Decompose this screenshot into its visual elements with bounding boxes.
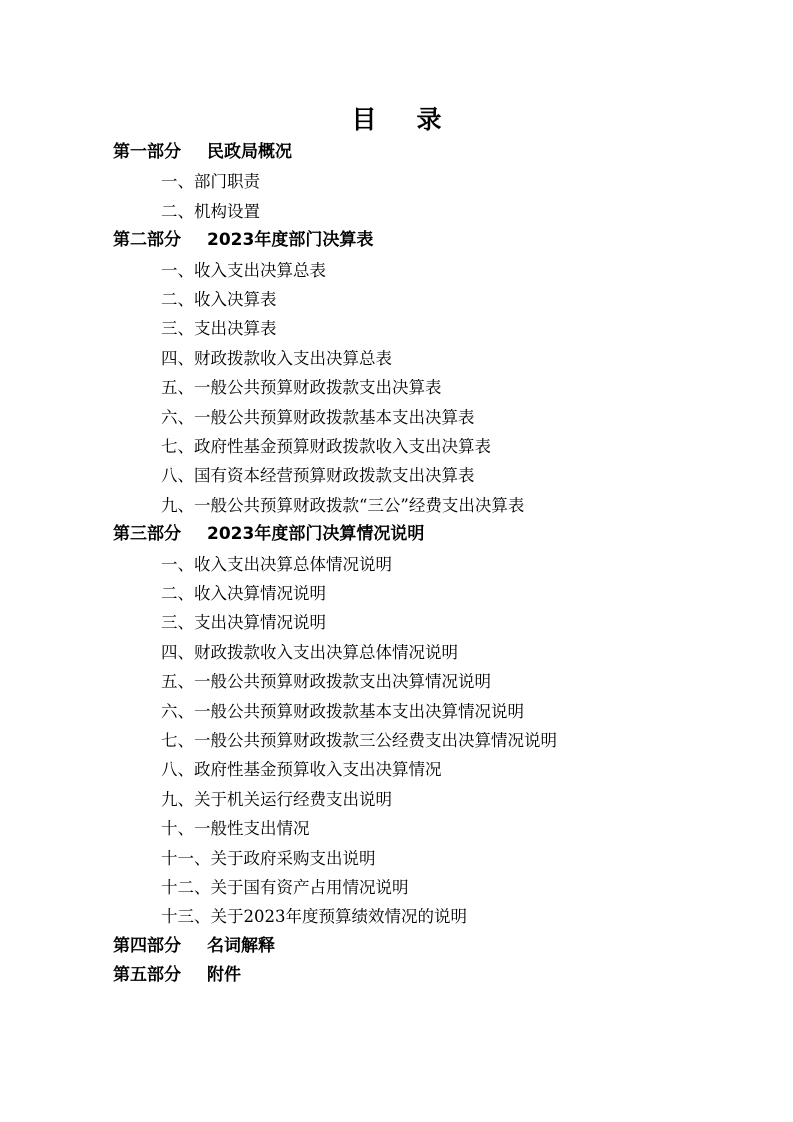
part-title: 民政局概况: [207, 142, 292, 162]
toc-item[interactable]: 五、一般公共预算财政拨款支出决算表: [161, 378, 442, 398]
part-title: 附件: [207, 965, 241, 986]
toc-item[interactable]: 九、一般公共预算财政拨款“三公”经费支出决算表: [161, 495, 525, 515]
toc-part-3[interactable]: [113, 520, 424, 549]
toc-item[interactable]: 二、机构设置: [161, 201, 260, 221]
toc-item[interactable]: 五、一般公共预算财政拨款支出决算情况说明: [161, 672, 491, 692]
toc-item[interactable]: 一、部门职责: [161, 172, 260, 192]
toc-item[interactable]: 十二、关于国有资产占用情况说明: [161, 878, 409, 897]
toc-item[interactable]: 四、财政拨款收入支出决算总表: [161, 348, 392, 368]
part-number: 第一部分: [113, 142, 181, 162]
toc-item[interactable]: 二、收入决算表: [161, 290, 277, 309]
toc-item[interactable]: 八、国有资本经营预算财政拨款支出决算表: [161, 466, 475, 486]
toc-part-2[interactable]: [113, 226, 373, 255]
toc-item[interactable]: 三、支出决算表: [161, 319, 277, 339]
part-title: 2023年度部门决算情况说明: [207, 524, 425, 545]
toc-item[interactable]: 四、财政拨款收入支出决算总体情况说明: [161, 642, 458, 662]
toc-part-4[interactable]: [113, 932, 275, 961]
part-number: 第五部分: [113, 965, 181, 986]
toc-item[interactable]: 七、政府性基金预算财政拨款收入支出决算表: [161, 437, 491, 456]
toc-item[interactable]: 九、关于机关运行经费支出说明: [161, 789, 392, 809]
part-number: 第四部分: [113, 935, 181, 956]
toc-item[interactable]: 八、政府性基金预算收入支出决算情况: [161, 760, 442, 780]
toc-item[interactable]: 十一、关于政府采购支出说明: [161, 848, 376, 868]
part-title: 名词解释: [207, 935, 275, 956]
toc-item[interactable]: 六、一般公共预算财政拨款基本支出决算情况说明: [161, 701, 524, 721]
toc-item[interactable]: 一、收入支出决算总表: [161, 260, 326, 280]
part-title: 2023年度部门决算表: [207, 230, 374, 251]
page-title: 目录: [351, 105, 482, 134]
part-number: 第二部分: [113, 230, 181, 251]
toc-item[interactable]: 一、收入支出决算总体情况说明: [161, 554, 392, 574]
toc-item[interactable]: 三、支出决算情况说明: [161, 613, 326, 633]
toc-part-5[interactable]: [113, 961, 241, 990]
toc-item[interactable]: 十三、关于2023年度预算绩效情况的说明: [161, 907, 467, 927]
toc-part-1[interactable]: [113, 138, 292, 167]
toc-item[interactable]: 十、一般性支出情况: [161, 819, 310, 839]
toc-item[interactable]: 六、一般公共预算财政拨款基本支出决算表: [161, 407, 475, 427]
toc-item[interactable]: 二、收入决算情况说明: [161, 584, 326, 603]
toc-item[interactable]: 七、一般公共预算财政拨款三公经费支出决算情况说明: [161, 731, 557, 750]
part-number: 第三部分: [113, 524, 181, 545]
